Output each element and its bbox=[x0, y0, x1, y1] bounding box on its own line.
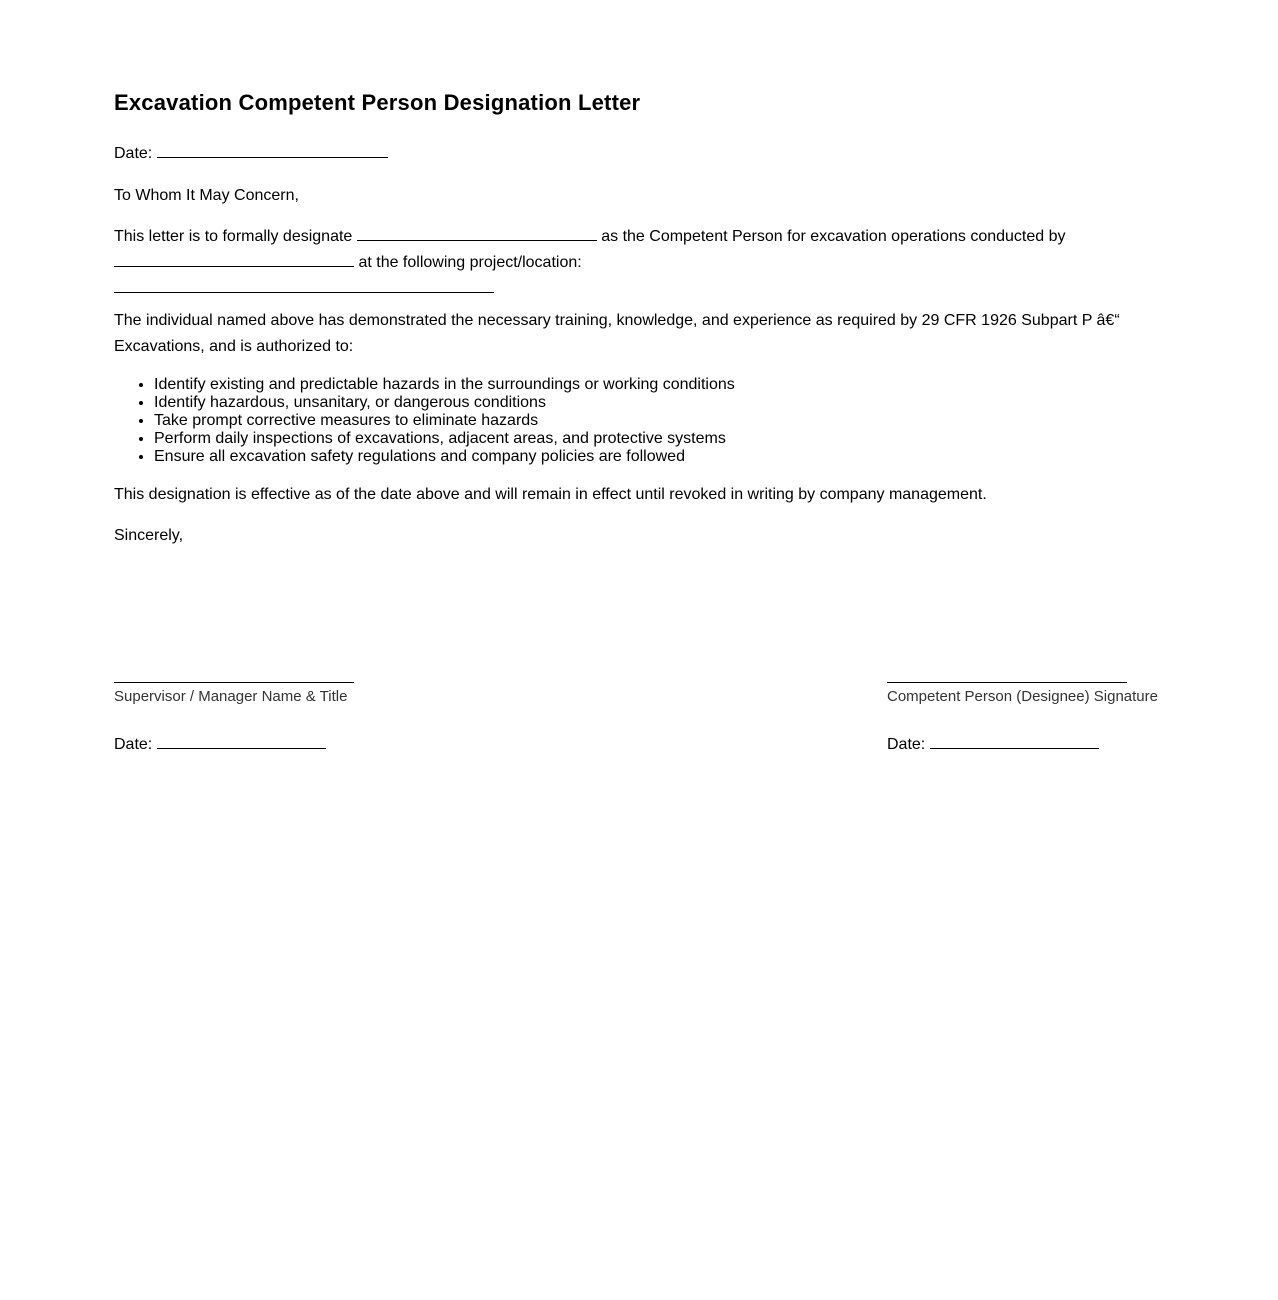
designee-date-line bbox=[887, 734, 1158, 754]
designee-name-blank[interactable] bbox=[357, 226, 597, 241]
date-line bbox=[114, 141, 388, 167]
authority-line-2: Excavations, and is authorized to: bbox=[114, 338, 354, 355]
duty-item: • Take prompt corrective measures to eliminate hazards bbox=[154, 412, 735, 430]
duties-list bbox=[114, 376, 735, 466]
designation-line-2 bbox=[114, 250, 582, 276]
designation-line-3 bbox=[114, 276, 494, 302]
supervisor-signature-caption: Supervisor / Manager Name & Title bbox=[114, 688, 348, 705]
designee-date-label: Date: bbox=[887, 736, 926, 753]
salutation: To Whom It May Concern, bbox=[114, 187, 299, 204]
date-blank-field[interactable] bbox=[157, 143, 388, 158]
project-location-blank[interactable] bbox=[114, 278, 494, 293]
supervisor-signature-line[interactable] bbox=[114, 660, 354, 683]
supervisor-date-line bbox=[114, 734, 354, 754]
designation-prefix: This letter is to formally designate bbox=[114, 228, 353, 245]
supervisor-signature-block bbox=[114, 660, 354, 754]
company-name-blank[interactable] bbox=[114, 252, 354, 267]
authority-line-1: The individual named above has demonstrated the necessary training, knowledge, and experience as required by 29 CFR 1926 Subpart P â€“ bbox=[114, 312, 1120, 329]
date-label: Date: bbox=[114, 145, 153, 162]
designee-signature-line[interactable] bbox=[887, 660, 1127, 683]
effective-statement: This designation is effective as of the date above and will remain in effect until revoked in writing by company management. bbox=[114, 486, 987, 503]
duty-item: • Perform daily inspections of excavations, adjacent areas, and protective systems bbox=[154, 430, 735, 448]
supervisor-date-label: Date: bbox=[114, 736, 153, 753]
designation-line-1 bbox=[114, 224, 1066, 250]
duty-item: • Identify hazardous, unsanitary, or dangerous conditions bbox=[154, 394, 735, 412]
page-title: Excavation Competent Person Designation Letter bbox=[114, 90, 641, 115]
duty-item: • Identify existing and predictable hazards in the surroundings or working conditions bbox=[154, 376, 735, 394]
designee-signature-caption: Competent Person (Designee) Signature bbox=[887, 688, 1158, 705]
designation-middle: as the Competent Person for excavation operations conducted by bbox=[601, 228, 1066, 245]
designee-date-blank[interactable] bbox=[930, 734, 1099, 749]
designee-signature-block bbox=[887, 660, 1158, 754]
supervisor-date-blank[interactable] bbox=[157, 734, 326, 749]
duty-item: • Ensure all excavation safety regulations and company policies are followed bbox=[154, 448, 735, 466]
designation-suffix: at the following project/location: bbox=[358, 254, 582, 271]
closing: Sincerely, bbox=[114, 527, 184, 544]
